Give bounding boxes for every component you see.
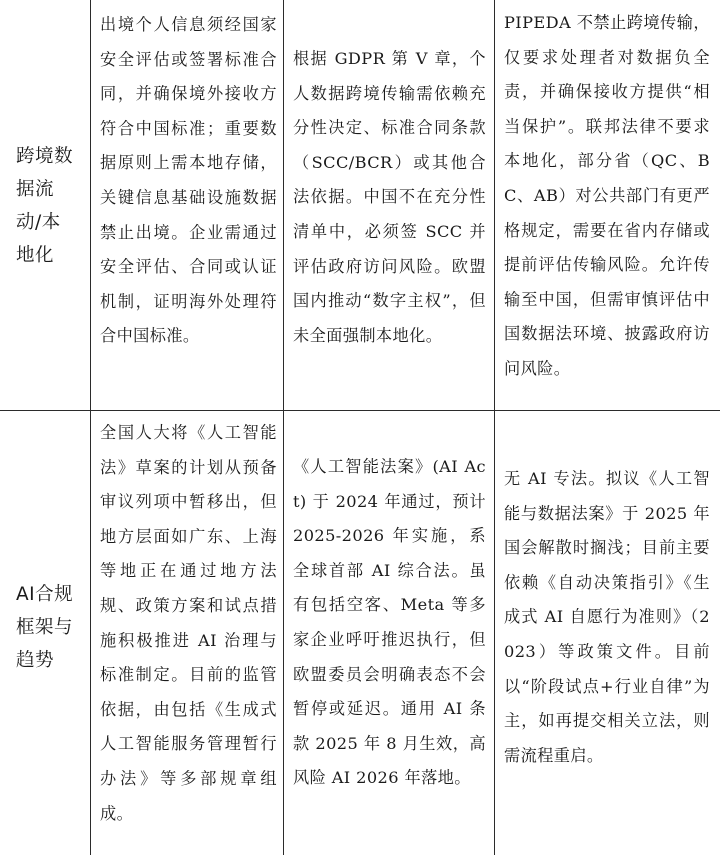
column-divider [494,0,495,855]
row-label-cell [0,0,90,410]
table-row [0,0,720,410]
row-label-cell [0,410,90,855]
row-label: AI合规框架与趋势 [16,584,74,671]
table-row [0,410,720,855]
column-divider [90,0,91,855]
row-divider [0,410,720,411]
eu-cell: 《人工智能法案》(AI Act) 于 2024 年通过，预计 2025-2026 年实施，系全球首部 AI 综合法。虽有包括空客、Meta 等多家企业呼吁推迟执行，但欧盟委员会明确表态不会暂停或延迟。通用 AI 条款 2025 年 8 月生效，高风险 AI 2026 年落地。 [293,457,486,788]
row-label: 跨境数据流动/本地化 [16,146,74,266]
eu-cell: 根据 GDPR 第 V 章，个人数据跨境传输需依赖充分性决定、标准合同条款（SCC/BCR）或其他合法依据。中国不在充分性清单中，必须签 SCC 并评估政府访问风险。欧盟国内推动“数字主权”，但未全面强制本地化。 [293,49,486,345]
canada-cell: 无 AI 专法。拟议《人工智能与数据法案》于 2025 年国会解散时搁浅；目前主要依赖《自动决策指引》《生成式 AI 自愿行为准则》（2023）等政策文件。目前以“阶段试点+行业自律”为主，如再提交相关立法，则需流程重启。 [504,469,710,765]
china-cell: 出境个人信息须经国家安全评估或签署标准合同，并确保境外接收方符合中国标准；重要数据原则上需本地存储，关键信息基础设施数据禁止出境。企业需通过安全评估、合同或认证机制，证明海外处理符合中国标准。 [100,15,277,346]
canada-cell: PIPEDA 不禁止跨境传输，仅要求处理者对数据负全责，并确保接收方提供“相当保护”。联邦法律不要求本地化，部分省（QC、BC、AB）对公共部门有更严格规定，需要在省内存储或提前评估传输风险。允许传输至中国，但需审慎评估中国数据法环境、披露政府访问风险。 [504,13,710,378]
column-divider [283,0,284,855]
china-cell: 全国人大将《人工智能法》草案的计划从预备审议列项中暂移出，但地方层面如广东、上海等地正在通过地方法规、政策方案和试点措施积极推进 AI 治理与标准制定。目前的监管依据，由包括《生成式人工智能服务管理暂行办法》等多部规章组成。 [100,423,277,823]
